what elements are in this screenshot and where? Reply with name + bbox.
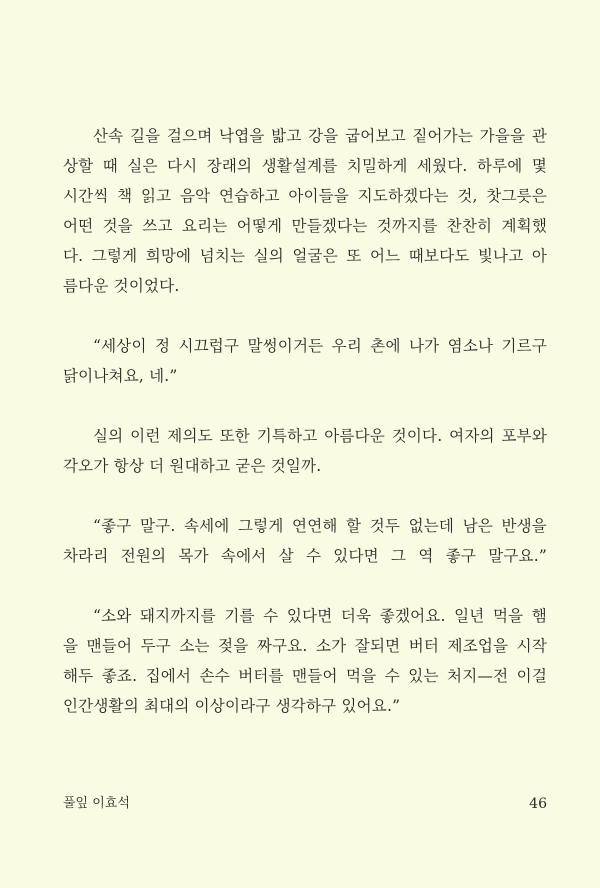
text-line: 해두 좋죠. 집에서 손수 버터를 맨들어 먹을 수 있는 처지—전 이걸 xyxy=(63,667,547,685)
text-line: “소와 돼지까지를 기를 수 있다면 더욱 좋겠어요. 일년 먹을 햄 xyxy=(93,607,547,625)
page-footer xyxy=(63,792,547,816)
text-line: 차라리 전원의 목가 속에서 살 수 있다면 그 역 좋구 말구요.” xyxy=(63,547,547,565)
text-line: 산속 길을 걸으며 낙엽을 밟고 강을 굽어보고 짙어가는 가을을 관 xyxy=(93,127,547,145)
paragraph-5 xyxy=(63,601,547,721)
text-line: 실의 이런 제의도 또한 기특하고 아름다운 것이다. 여자의 포부와 xyxy=(93,427,547,445)
paragraph-3 xyxy=(63,421,547,481)
text-line: 인간생활의 최대의 이상이라구 생각하구 있어요.” xyxy=(63,697,401,715)
paragraph-2 xyxy=(63,331,547,391)
text-line: “좋구 말구. 속세에 그렇게 연연해 할 것두 없는데 남은 반생을 xyxy=(93,517,547,535)
paragraph-1 xyxy=(63,121,547,301)
text-line: 름다운 것이었다. xyxy=(63,277,180,295)
text-line: 다. 그렇게 희망에 넘치는 실의 얼굴은 또 어느 때보다도 빛나고 아 xyxy=(63,247,547,265)
text-line: 상할 때 실은 다시 장래의 생활설계를 치밀하게 세웠다. 하루에 몇 xyxy=(63,157,547,175)
text-line: 닭이나쳐요, 네.” xyxy=(63,367,178,385)
running-title: 풀잎 이효석 xyxy=(63,796,130,811)
text-line: 시간씩 책 읽고 음악 연습하고 아이들을 지도하겠다는 것, 찻그릇은 xyxy=(63,187,547,205)
paragraph-4 xyxy=(63,511,547,571)
text-line: 을 맨들어 두구 소는 젖을 짜구요. 소가 잘되면 버터 제조업을 시작 xyxy=(63,637,547,655)
text-line: 어떤 것을 쓰고 요리는 어떻게 만들겠다는 것까지를 찬찬히 계획했 xyxy=(63,217,547,235)
body-text xyxy=(63,121,547,721)
text-line: “세상이 정 시끄럽구 말썽이거든 우리 촌에 나가 염소나 기르구 xyxy=(93,337,547,355)
text-line: 각오가 항상 더 원대하고 굳은 것일까. xyxy=(63,457,322,475)
page-number: 46 xyxy=(529,796,547,812)
